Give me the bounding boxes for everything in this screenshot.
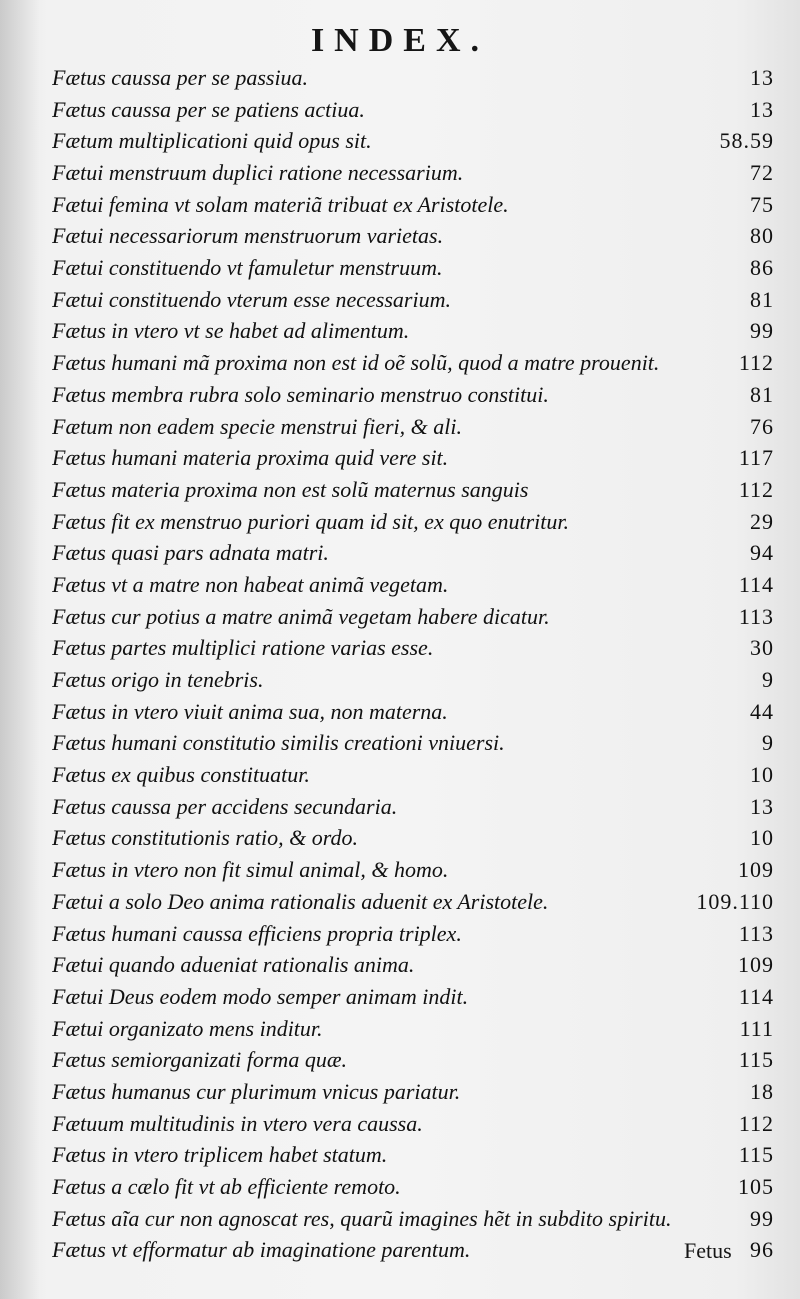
index-entry bbox=[52, 664, 774, 696]
index-entry bbox=[52, 220, 774, 252]
index-entry bbox=[52, 1044, 774, 1076]
entry-text: Fætus humani mã proxima non est id oẽ solũ, quod a matre prouenit. bbox=[52, 350, 660, 376]
index-entry bbox=[52, 569, 774, 601]
index-entry bbox=[52, 823, 774, 855]
entry-page-number: 117 bbox=[738, 445, 774, 471]
entry-page-number: 30 bbox=[750, 635, 774, 661]
entry-page-number: 112 bbox=[738, 350, 774, 376]
entry-text: Fætus caussa per accidens secundaria. bbox=[52, 793, 398, 819]
entry-text: Fætui femina vt solam materiã tribuat ex Aristotele. bbox=[52, 191, 509, 217]
index-entry bbox=[52, 157, 774, 189]
entry-page-number: 112 bbox=[738, 476, 774, 502]
entry-text: Fætus vt efformatur ab imaginatione parentum. bbox=[52, 1237, 471, 1263]
entry-text: Fætus in vtero triplicem habet statum. bbox=[52, 1142, 388, 1168]
entry-text: Fætus in vtero non fit simul animal, & homo. bbox=[52, 857, 449, 883]
entry-text: Fætus cur potius a matre animã vegetam habere dicatur. bbox=[52, 603, 550, 629]
entry-page-number: 81 bbox=[750, 381, 774, 407]
index-entry bbox=[52, 379, 774, 411]
entry-text: Fætui necessariorum menstruorum varietas. bbox=[52, 223, 444, 249]
index-entry bbox=[52, 727, 774, 759]
entry-text: Fætus fit ex menstruo puriori quam id sit, ex quo enutritur. bbox=[52, 508, 569, 534]
entry-page-number: 76 bbox=[750, 413, 774, 439]
entry-text: Fætui a solo Deo anima rationalis aduenit ex Aristotele. bbox=[52, 888, 549, 914]
entry-page-number: 109 bbox=[738, 857, 774, 883]
entry-text: Fætus quasi pars adnata matri. bbox=[52, 540, 329, 566]
index-entry bbox=[52, 347, 774, 379]
index-entry bbox=[52, 601, 774, 633]
entry-text: Fætus in vtero viuit anima sua, non materna. bbox=[52, 698, 448, 724]
entry-page-number: 109.110 bbox=[696, 888, 774, 914]
index-entry bbox=[52, 1076, 774, 1108]
entry-text: Fætus materia proxima non est solũ maternus sanguis bbox=[52, 476, 529, 502]
entry-text: Fætus in vtero vt se habet ad alimentum. bbox=[52, 318, 410, 344]
index-entry bbox=[52, 696, 774, 728]
entry-page-number: 9 bbox=[762, 730, 774, 756]
entry-text: Fætus constitutionis ratio, & ordo. bbox=[52, 825, 358, 851]
entry-text: Fætus partes multiplici ratione varias esse. bbox=[52, 635, 434, 661]
index-entry-list bbox=[52, 62, 774, 1266]
entry-page-number: 13 bbox=[750, 64, 774, 90]
entry-text: Fætus semiorganizati forma quæ. bbox=[52, 1047, 347, 1073]
entry-text: Fætuum multitudinis in vtero vera caussa. bbox=[52, 1110, 423, 1136]
index-entry bbox=[52, 506, 774, 538]
entry-page-number: 18 bbox=[750, 1078, 774, 1104]
entry-page-number: 13 bbox=[750, 793, 774, 819]
index-entry bbox=[52, 189, 774, 221]
index-entry bbox=[52, 284, 774, 316]
entry-page-number: 111 bbox=[739, 1015, 774, 1041]
entry-text: Fætui constituendo vterum esse necessarium. bbox=[52, 286, 451, 312]
entry-text: Fætus membra rubra solo seminario menstruo constitui. bbox=[52, 381, 549, 407]
entry-page-number: 115 bbox=[738, 1047, 774, 1073]
entry-page-number: 113 bbox=[738, 920, 774, 946]
index-entry bbox=[52, 918, 774, 950]
entry-text: Fætus humanus cur plurimum vnicus pariatur. bbox=[52, 1078, 461, 1104]
entry-page-number: 58.59 bbox=[719, 128, 774, 154]
index-entry bbox=[52, 62, 774, 94]
index-entry bbox=[52, 1171, 774, 1203]
index-entry bbox=[52, 94, 774, 126]
entry-page-number: 99 bbox=[750, 318, 774, 344]
entry-text: Fætus humani materia proxima quid vere sit. bbox=[52, 445, 449, 471]
entry-page-number: 10 bbox=[750, 825, 774, 851]
index-entry bbox=[52, 886, 774, 918]
index-entry bbox=[52, 949, 774, 981]
entry-text: Fætui constituendo vt famuletur menstruum. bbox=[52, 255, 443, 281]
entry-page-number: 86 bbox=[750, 255, 774, 281]
index-entry bbox=[52, 854, 774, 886]
entry-page-number: 72 bbox=[750, 160, 774, 186]
index-entry bbox=[52, 316, 774, 348]
index-entry bbox=[52, 981, 774, 1013]
page-gutter-shadow bbox=[0, 0, 40, 1299]
entry-page-number: 113 bbox=[738, 603, 774, 629]
entry-page-number: 115 bbox=[738, 1142, 774, 1168]
entry-text: Fætus ex quibus constituatur. bbox=[52, 762, 310, 788]
entry-page-number: 112 bbox=[738, 1110, 774, 1136]
entry-page-number: 105 bbox=[738, 1174, 774, 1200]
entry-text: Fætus vt a matre non habeat animã vegetam. bbox=[52, 571, 449, 597]
entry-page-number: 80 bbox=[750, 223, 774, 249]
entry-page-number: 44 bbox=[750, 698, 774, 724]
index-entry bbox=[52, 411, 774, 443]
entry-page-number: 81 bbox=[750, 286, 774, 312]
entry-page-number: 96 bbox=[750, 1237, 774, 1263]
index-entry bbox=[52, 537, 774, 569]
index-entry bbox=[52, 1108, 774, 1140]
entry-text: Fætum multiplicationi quid opus sit. bbox=[52, 128, 372, 154]
entry-text: Fætui quando adueniat rationalis anima. bbox=[52, 952, 415, 978]
catchword: Fetus bbox=[684, 1238, 732, 1263]
index-entry bbox=[52, 632, 774, 664]
entry-text: Fætus caussa per se patiens actiua. bbox=[52, 96, 365, 122]
entry-page-number: 9 bbox=[762, 667, 774, 693]
entry-page-number: 13 bbox=[750, 96, 774, 122]
entry-text: Fætui Deus eodem modo semper animam indit. bbox=[52, 983, 469, 1009]
entry-text: Fætus caussa per se passiua. bbox=[52, 64, 309, 90]
entry-text: Fætus a cælo fit vt ab efficiente remoto. bbox=[52, 1174, 401, 1200]
entry-text: Fætum non eadem specie menstrui fieri, & ali. bbox=[52, 413, 462, 439]
entry-text: Fætus aĩa cur non agnoscat res, quarũ imagines hẽt in subdito spiritu. bbox=[52, 1205, 672, 1231]
entry-page-number: 99 bbox=[750, 1205, 774, 1231]
page-header: INDEX. bbox=[310, 22, 490, 59]
index-entry bbox=[52, 1203, 774, 1235]
entry-text: Fætui organizato mens inditur. bbox=[52, 1015, 323, 1041]
entry-text: Fætus origo in tenebris. bbox=[52, 667, 264, 693]
index-entry bbox=[52, 1013, 774, 1045]
entry-page-number: 29 bbox=[750, 508, 774, 534]
index-entry bbox=[52, 759, 774, 791]
entry-page-number: 75 bbox=[750, 191, 774, 217]
index-entry bbox=[52, 252, 774, 284]
entry-page-number: 114 bbox=[738, 983, 774, 1009]
index-entry bbox=[52, 125, 774, 157]
entry-page-number: 94 bbox=[750, 540, 774, 566]
index-entry bbox=[52, 474, 774, 506]
index-entry bbox=[52, 442, 774, 474]
index-entry bbox=[52, 1234, 774, 1266]
entry-text: Fætus humani constitutio similis creationi vniuersi. bbox=[52, 730, 505, 756]
entry-page-number: 114 bbox=[738, 571, 774, 597]
entry-text: Fætus humani caussa efficiens propria triplex. bbox=[52, 920, 462, 946]
index-entry bbox=[52, 1139, 774, 1171]
entry-page-number: 109 bbox=[738, 952, 774, 978]
index-entry bbox=[52, 791, 774, 823]
entry-text: Fætui menstruum duplici ratione necessarium. bbox=[52, 160, 464, 186]
entry-page-number: 10 bbox=[750, 762, 774, 788]
